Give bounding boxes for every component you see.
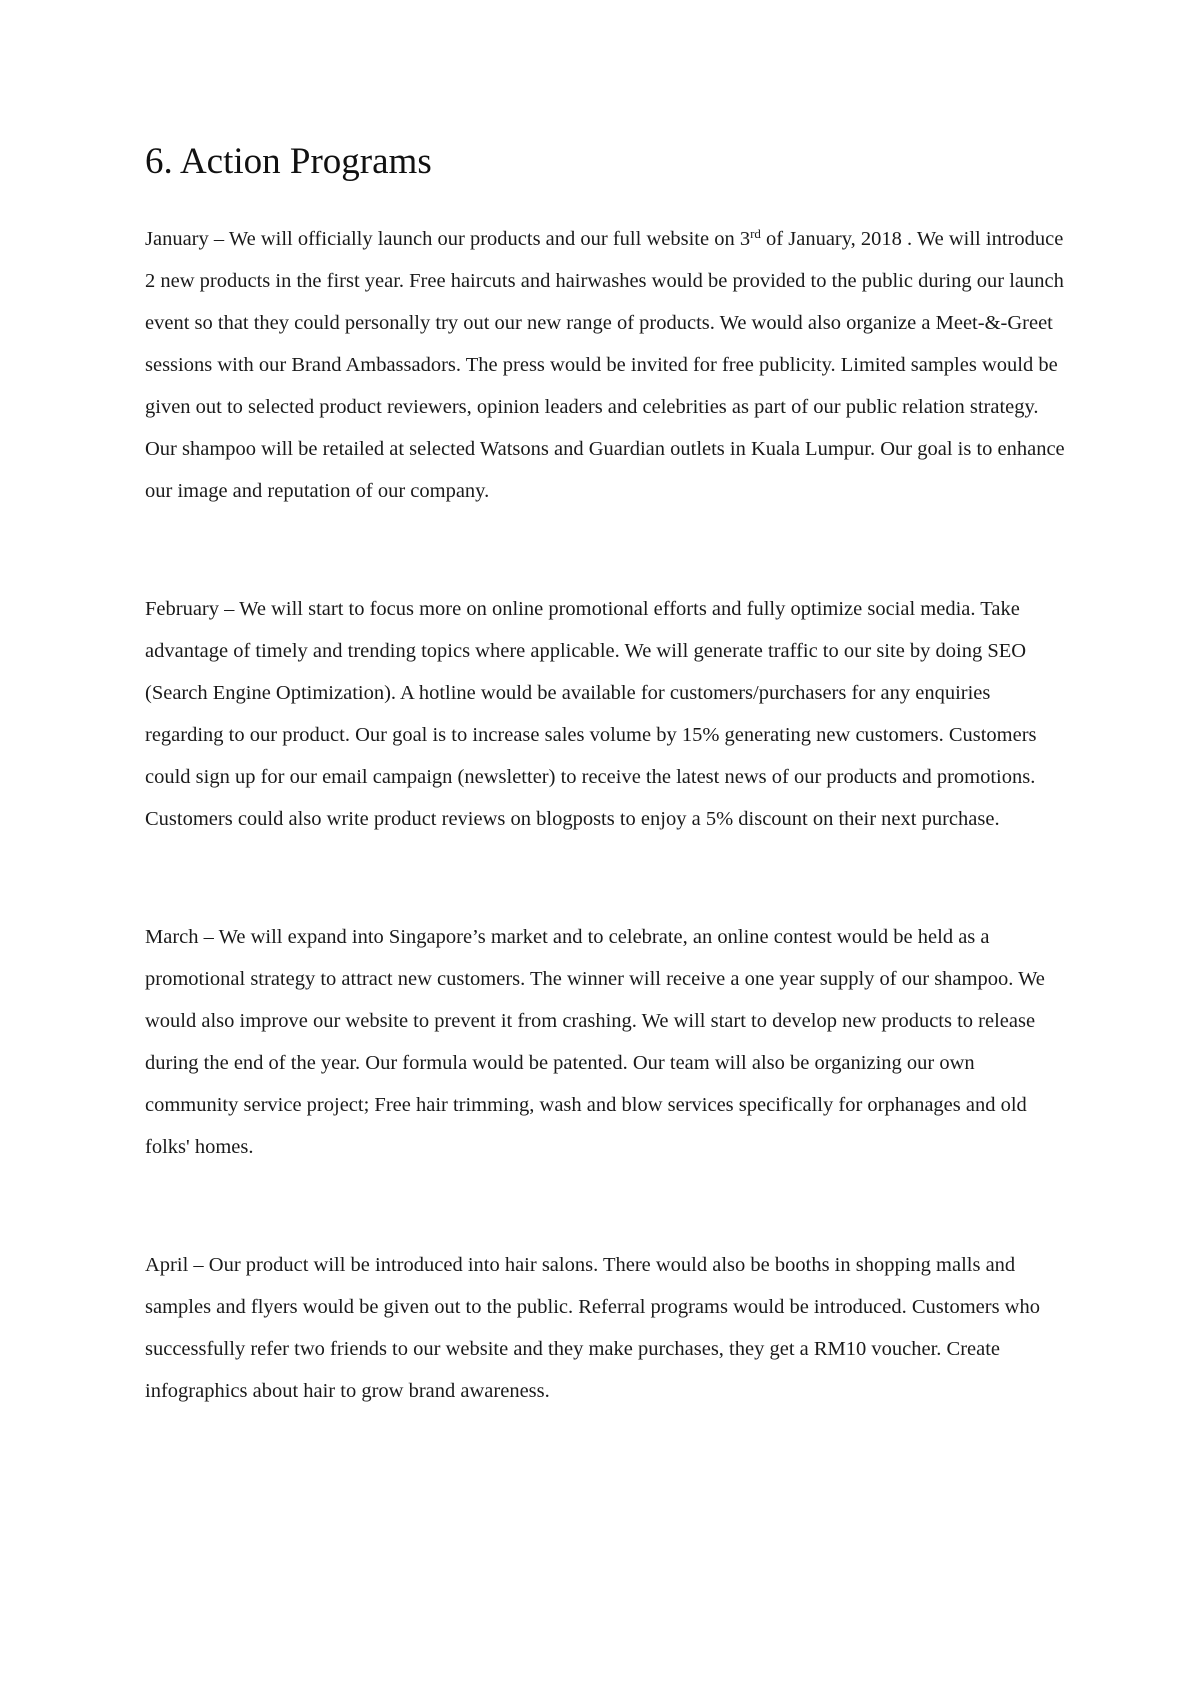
- month-label: February: [145, 598, 220, 621]
- paragraph-january: [145, 218, 1065, 512]
- month-label: January: [145, 228, 209, 251]
- month-label: April: [145, 1254, 189, 1277]
- paragraph-march: [145, 916, 1065, 1168]
- section-heading: 6. Action Programs: [145, 141, 432, 182]
- month-label: March: [145, 926, 199, 949]
- document-body: [145, 140, 1065, 1412]
- paragraph-text: – We will officially launch our products and our full website on 3: [208, 228, 751, 251]
- paragraph-text: – We will start to focus more on online promotional efforts and fully optimize social media. Take advantage of timely and trending topics where applicable. We will generate traffic to our site by doing SEO (Search Engine Optimization). A hotline would be available for customers/purchasers for any enquiries regarding to our product. Our goal is to increase sales volume by 15% generating new customers. Customers could sign up for our email campaign (newsletter) to receive the latest news of our products and promotions. Customers could also write product reviews on blogposts to enjoy a 5% discount on their next purchase.: [145, 598, 1037, 831]
- ordinal-suffix: rd: [750, 226, 761, 242]
- paragraph-february: [145, 588, 1065, 840]
- paragraph-text: – We will expand into Singapore’s market and to celebrate, an online contest would be held as a promotional strategy to attract new customers. The winner will receive a one year supply of our shampoo. We would also improve our website to prevent it from crashing. We will start to develop new products to release during the end of the year. Our formula would be patented. Our team will also be organizing our own community service project; Free hair trimming, wash and blow services specifically for orphanages and old folks' homes.: [145, 926, 1045, 1159]
- paragraph-april: [145, 1244, 1065, 1412]
- paragraph-text: – Our product will be introduced into hair salons. There would also be booths in shopping malls and samples and flyers would be given out to the public. Referral programs would be introduced. Customers who successfully refer two friends to our website and they make purchases, they get a RM10 voucher. Create infographics about hair to grow brand awareness.: [145, 1254, 1040, 1403]
- paragraph-text: of January, 2018 . We will introduce 2 new products in the first year. Free haircuts and hairwashes would be provided to the public during our launch event so that they could personally try out our new range of products. We would also organize a Meet-&-Greet sessions with our Brand Ambassadors. The press would be invited for free publicity. Limited samples would be given out to selected product reviewers, opinion leaders and celebrities as part of our public relation strategy. Our shampoo will be retailed at selected Watsons and Guardian outlets in Kuala Lumpur. Our goal is to enhance our image and reputation of our company.: [145, 228, 1065, 503]
